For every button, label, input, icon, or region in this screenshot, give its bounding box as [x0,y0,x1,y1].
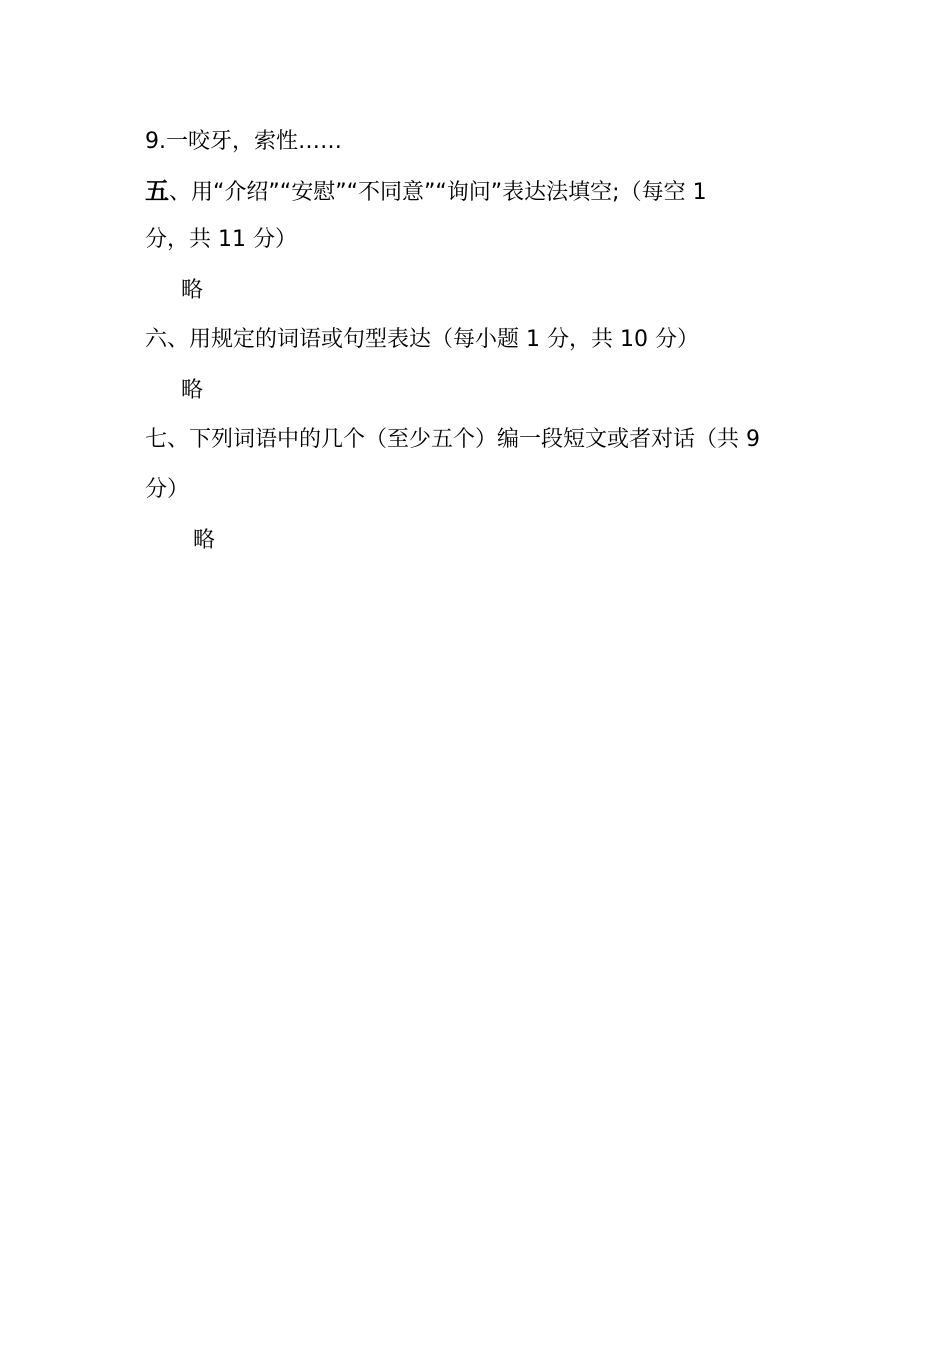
section-7-heading: 七、下列词语中的几个（至少五个）编一段短文或者对话（共 9 [145,427,760,452]
section-5-heading-text: 、用“介绍”“安慰”“不同意”“询问”表达法填空;（每空 1 [169,180,707,205]
section-5-answer: 略 [181,278,204,303]
item-9-text: 9.一咬牙，索性…… [145,129,342,154]
section-5-number: 五 [145,177,169,205]
section-6-answer: 略 [181,378,204,403]
section-7-heading-continued: 分） [145,477,190,502]
section-6-heading: 六、用规定的词语或句型表达（每小题 1 分，共 10 分） [145,327,699,352]
section-5-heading [145,176,707,208]
section-7-answer: 略 [193,528,216,553]
section-5-heading-continued: 分，共 11 分） [145,227,297,252]
